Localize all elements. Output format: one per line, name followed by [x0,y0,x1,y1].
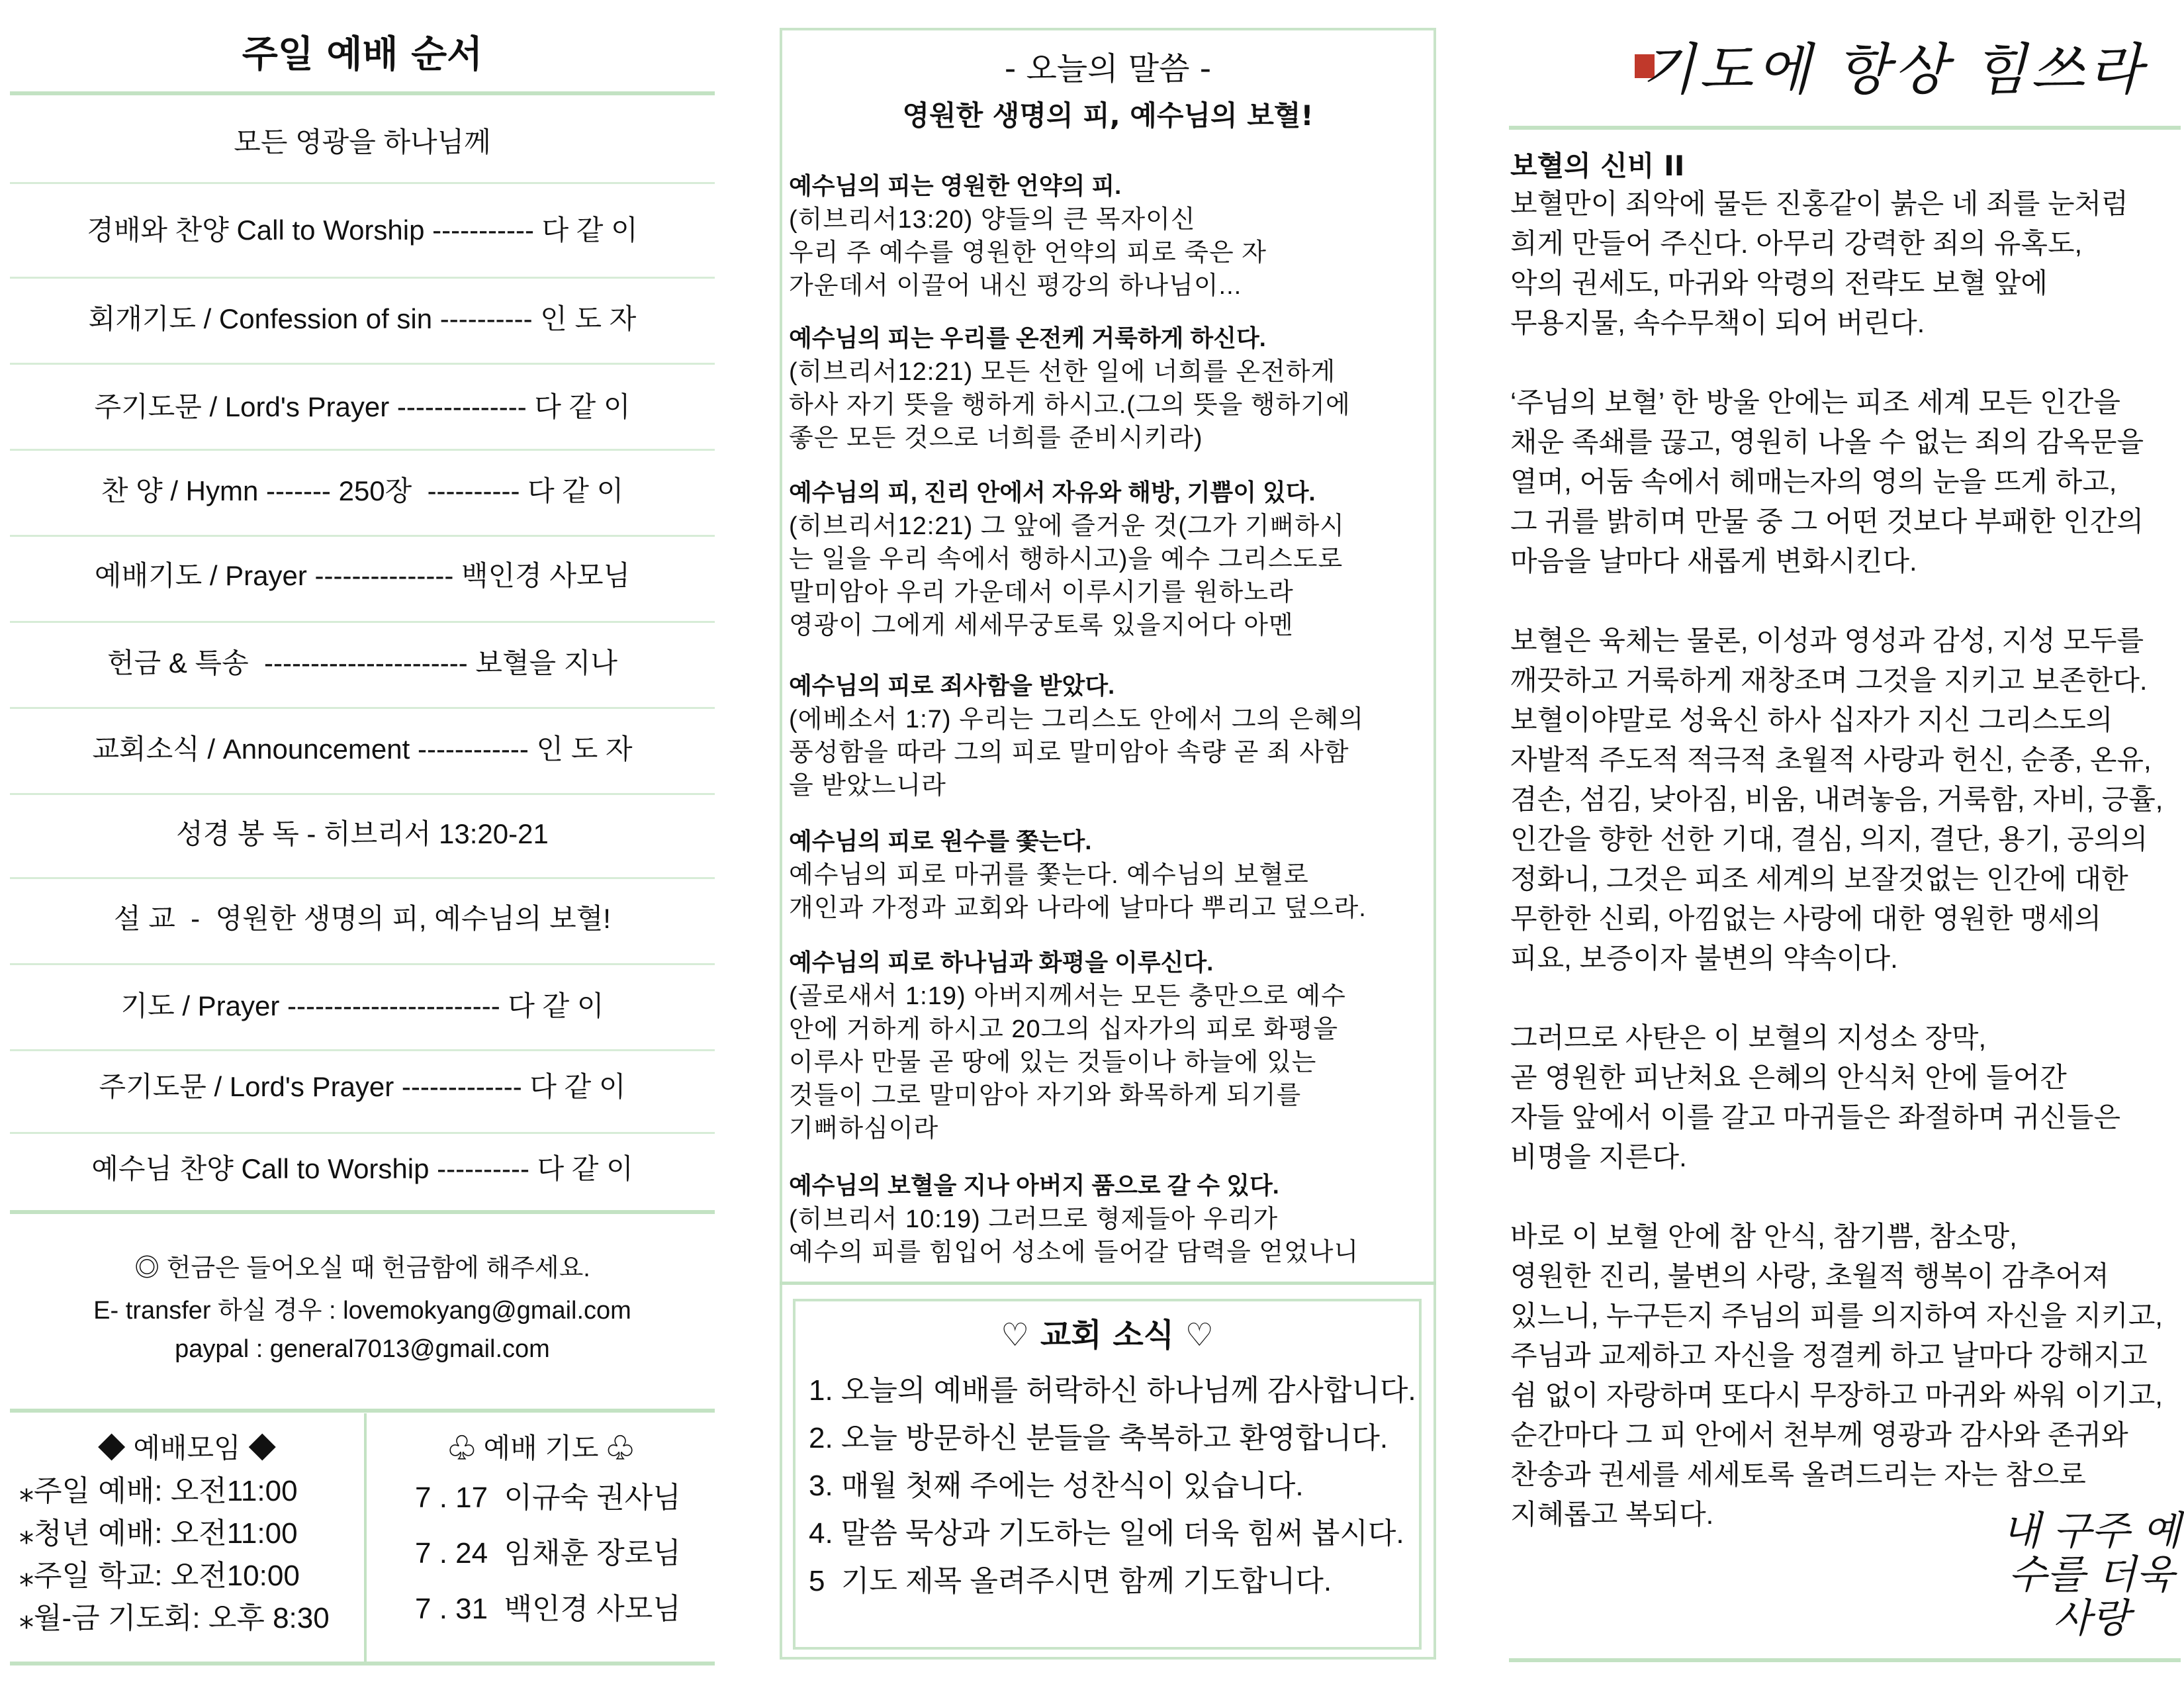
sermon-title: 영원한 생명의 피, 예수님의 보혈! [902,99,1314,132]
verse-text: (히브리서12:21) 모든 선한 일에 너희를 온전하게 하사 자기 뜻을 행하게 하시고.(그의 뜻을 행하기에 좋은 모든 것으로 너희를 준비시키라) [789,358,1351,452]
verse-heading: 예수님의 피로 원수를 쫓는다. [789,827,1092,855]
divider [10,621,715,623]
divider [10,793,715,795]
divider [10,363,715,365]
verse-block [789,1168,1428,1269]
meeting-item: ⁎청년 예배: 오전11:00 [19,1517,298,1550]
divider [10,963,715,965]
divider [10,877,715,879]
verse-heading: 예수님의 피는 우리를 온전케 거룩하게 하신다. [789,324,1266,352]
order-item: 설 교 - 영원한 생명의 피, 예수님의 보혈! [114,903,611,934]
church-news-title: ♡ 교회 소식 ♡ [1001,1317,1214,1354]
order-item: 예배기도 / Prayer --------------- 백인경 사모님 [94,560,631,591]
news-item: 5 기도 제목 올려주시면 함께 기도합니다. [809,1565,1332,1597]
sermon-heading: - 오늘의 말씀 - [1004,50,1212,87]
meeting-item: ⁎주일 학교: 오전10:00 [19,1560,300,1592]
divider [10,1210,715,1214]
order-item: 회개기도 / Confession of sin ---------- 인 도 자 [88,303,637,334]
news-item: 3. 매월 첫째 주에는 성찬식이 있습니다. [809,1470,1304,1502]
meetings-title: ◆ 예배모임 ◆ [97,1432,277,1464]
meditation-heading: 보혈의 신비 II [1510,150,1685,182]
divider [10,1049,715,1051]
etransfer-info: E- transfer 하실 경우 : lovemokyang@gmail.com [93,1297,631,1325]
order-item: 기도 / Prayer ----------------------- 다 같 이 [120,990,604,1021]
prayer-item: 7 . 31 백인경 사모님 [415,1593,681,1625]
divider [1509,1658,2181,1662]
offering-note: ◎ 헌금은 들어오실 때 헌금함에 해주세요. [134,1254,590,1282]
worship-intro: 모든 영광을 하나님께 [234,126,491,158]
prayers-section [367,1413,715,1665]
meeting-item: ⁎주일 예배: 오전11:00 [19,1475,298,1507]
order-item: 경배와 찬양 Call to Worship ----------- 다 같 이 [87,214,638,246]
calligraphy-title: 기도에 항상 힘쓰라 [1641,37,2146,102]
paypal-info: paypal : general7013@gmail.com [175,1335,550,1363]
verse-text: (히브리서13:20) 양들의 큰 목자이신 우리 주 예수를 영원한 언약의 피로 죽은 자 가운데서 이끌어 내신 평강의 하나님이... [789,206,1267,300]
meditation-text: 보혈만이 죄악에 물든 진홍같이 붉은 네 죄를 눈처럼 희게 만들어 주신다. 아무리 강력한 죄의 유혹도, 악의 권세도, 마귀와 악령의 전략도 보혈 앞에 무용지물, 속수무책이 되어 버린다. ‘주님의 보혈’ 한 방울 안에는 피조 세계 모든 인간을 채운 족쇄를 끊고, 영원히 나올 수 없는 죄의 감옥문을 열며, 어둠 속에서 헤매는자의 영의 눈을 뜨게 하고, 그 귀를 밝히며 만물 중 그 어떤 것보다 부패한 인간의 마음을 날마다 새롭게 변화시킨다. 보혈은 육체는 물론, 이성과 영성과 감성, 지성 모두를 깨끗하고 거룩하게 재창조며 그것을 지키고 보존한다. 보혈이야말로 성육신 하사 십자가 지신 그리스도의 자발적 주도적 적극적 초월적 사랑과 헌신, 순종, 온유, 겸손, 섬김, 낮아짐, 비움, 내려놓음, 거룩함, 자비, 긍휼, 인간을 향한 선한 기대, 결심, 의지, 결단, 용기, 공의의 정화니, 그것은 피조 세계의 보잘것없는 인간에 대한 무한한 신뢰, 아낌없는 사랑에 대한 영원한 맹세의 피요, 보증이자 불변의 약속이다. 그러므로 사탄은 이 보혈의 지성소 장막, 곧 영원한 피난처요 은혜의 안식처 안에 들어간 자들 앞에서 이를 갈고 마귀들은 좌절하며 귀신들은 비명을 지른다. 바로 이 보혈 안에 참 안식, 참기쁨, 참소망, 영원한 진리, 불변의 사랑, 초월적 행복이 감추어져 있느니, 누구든지 주님의 피를 의지하여 자신을 지키고, 주님과 교제하고 자신을 정결케 하고 날마다 강해지고 쉼 없이 자랑하며 또다시 무장하고 마귀와 싸워 이기고, 순간마다 그 피 안에서 천부께 영광과 감사와 존귀와 찬송과 권세를 세세토록 올려드리는 자는 참으로 지혜롭고 복되다. [1510,188,2163,1530]
meditation-panel [1509,0,2181,1688]
divider [10,1409,715,1413]
worship-order-title: 주일 예배 순서 [242,33,483,76]
verse-text: (골로새서 1:19) 아버지께서는 모든 충만으로 예수 안에 거하게 하시고 20그의 십자가의 피로 화평을 이루사 만물 곧 땅에 있는 것들이나 하늘에 있는 것들이 그로 말미암아 자기와 화목하게 되기를 기뻐하심이라 [789,982,1346,1143]
divider [10,91,715,95]
verse-heading: 예수님의 피는 영원한 언약의 피. [789,172,1122,199]
divider [780,1282,1436,1285]
meetings-section [10,1413,364,1665]
divider [10,449,715,451]
church-news-box [793,1299,1422,1650]
prayer-item: 7 . 24 임채훈 장로님 [415,1537,681,1570]
divider [1509,126,2181,130]
divider [10,1132,715,1134]
order-item: 교회소식 / Announcement ------------ 인 도 자 [92,733,633,765]
order-item: 주기도문 / Lord's Prayer -------------- 다 같 이 [94,391,631,422]
divider [10,535,715,537]
verse-text: (히브리서12:21) 그 앞에 즐거운 것(그가 기뻐하시 는 일을 우리 속에서 행하시고)을 예수 그리스도로 말미암아 우리 가운데서 이루시기를 원하노라 영광이 그에게 세세무궁토록 있을지어다 아멘 [789,512,1345,639]
verse-heading: 예수님의 피, 진리 안에서 자유와 해방, 기쁨이 있다. [789,479,1316,506]
verse-block [789,669,1428,802]
verse-heading: 예수님의 보혈을 지나 아버지 품으로 갈 수 있다. [789,1172,1279,1199]
verse-heading: 예수님의 피로 하나님과 화평을 이루신다. [789,949,1214,976]
prayer-item: 7 . 17 이규숙 권사님 [415,1481,681,1514]
verse-heading: 예수님의 피로 죄사함을 받았다. [789,672,1115,699]
sermon-panel [780,0,1436,1688]
meeting-item: ⁎월-금 기도회: 오후 8:30 [19,1602,330,1634]
divider [364,1413,367,1665]
verse-block [789,824,1428,925]
divider [10,277,715,279]
news-item: 4. 말씀 묵상과 기도하는 일에 더욱 힘써 봅시다. [809,1517,1404,1550]
verse-block [789,945,1428,1145]
verse-block [789,475,1428,642]
order-item: 성경 봉 독 - 히브리서 13:20-21 [176,818,549,849]
verse-text: 예수님의 피로 마귀를 쫓는다. 예수님의 보혈로 개인과 가정과 교회와 나라에 날마다 뿌리고 덮으라. [789,861,1367,922]
news-item: 1. 오늘의 예배를 허락하신 하나님께 감사합니다. [809,1374,1416,1407]
worship-order-panel [0,0,728,1688]
verse-text: (에베소서 1:7) 우리는 그리스도 안에서 그의 은혜의 풍성함을 따라 그의 피로 말미암아 속량 곧 죄 사함 을 받았느니라 [789,706,1364,800]
order-item: 찬 양 / Hymn ------- 250장 ---------- 다 같 이 [101,475,624,506]
divider [10,1662,715,1665]
order-item: 예수님 찬양 Call to Worship ---------- 다 같 이 [91,1153,633,1184]
schedule-box [10,1413,715,1665]
prayers-title: ♧ 예배 기도 ♧ [447,1432,635,1464]
divider [10,707,715,709]
divider [10,182,715,184]
verse-text: (히브리서 10:19) 그러므로 형제들아 우리가 예수의 피를 힘입어 성소에 들어갈 담력을 얻었나니 [789,1205,1359,1266]
verse-block [789,321,1428,455]
verse-block [789,169,1428,303]
calligraphy-signature: 내 구주 예수를 더욱 사랑 [2002,1508,2181,1642]
news-item: 2. 오늘 방문하신 분들을 축복하고 환영합니다. [809,1422,1388,1454]
order-item: 주기도문 / Lord's Prayer ------------- 다 같 이 [99,1071,626,1102]
order-item: 헌금 & 특송 ---------------------- 보혈을 지나 [107,647,617,679]
